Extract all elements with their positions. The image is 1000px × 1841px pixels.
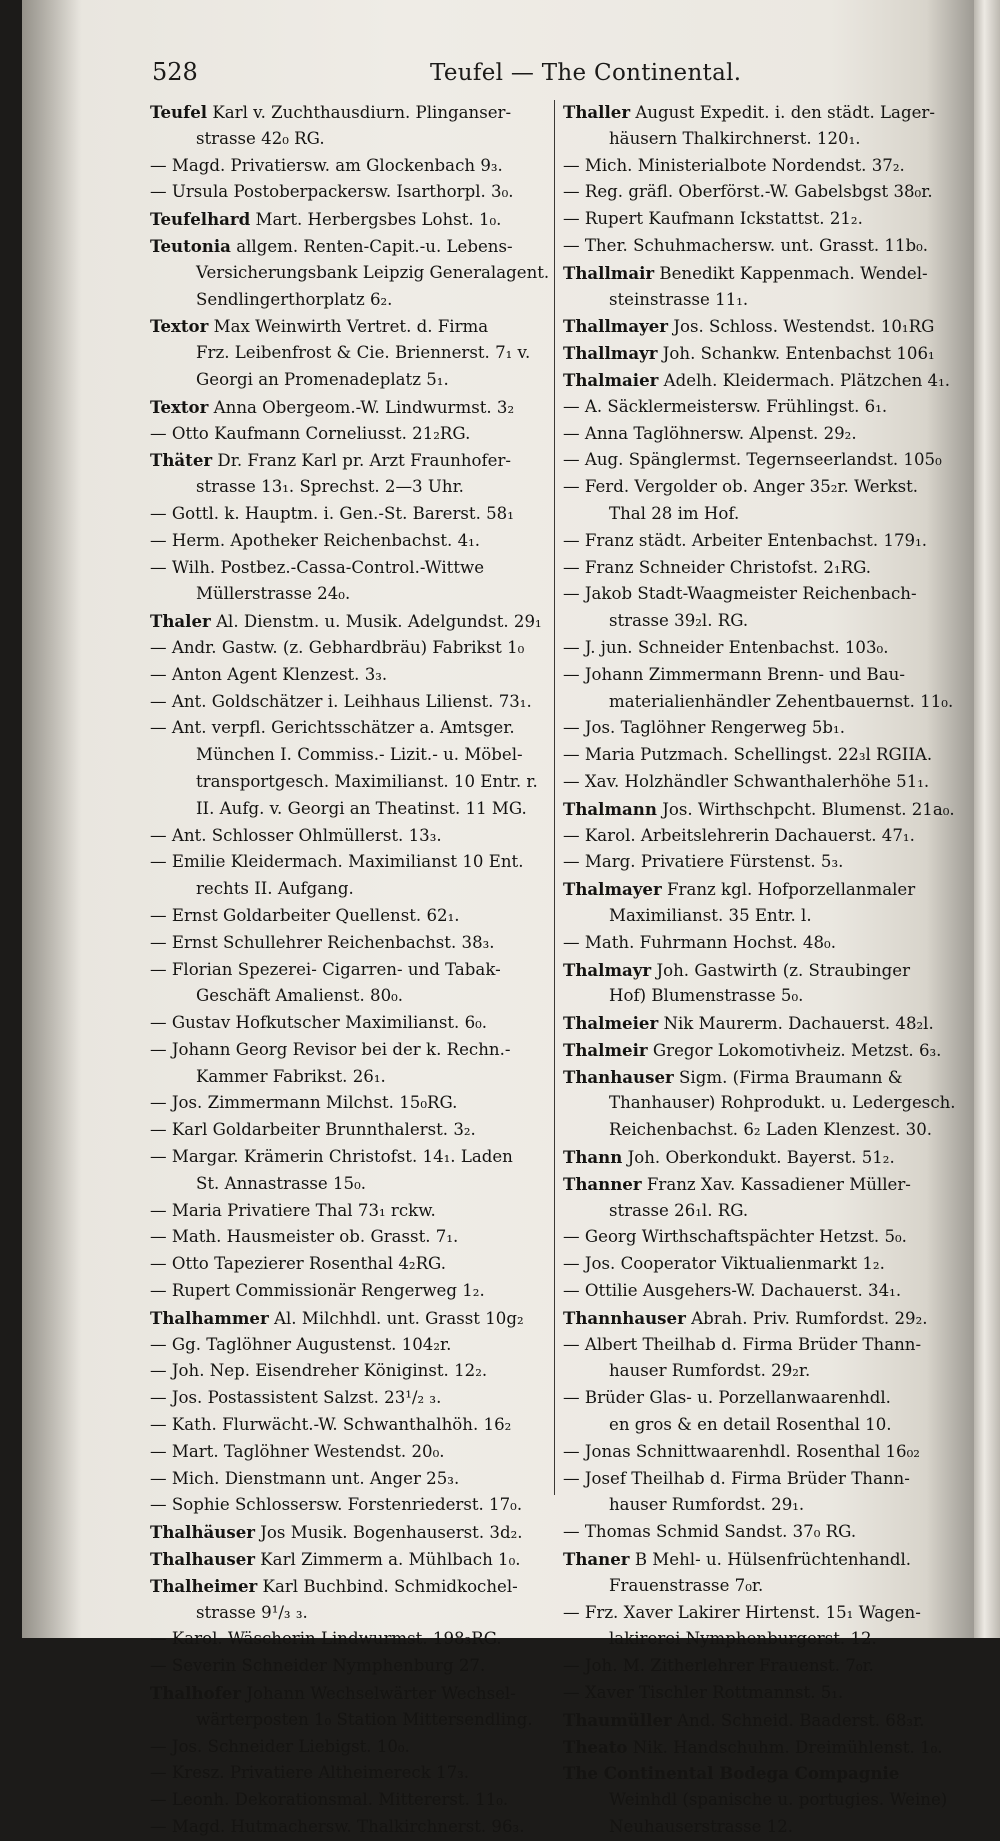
right-column: [563, 99, 959, 1841]
page-number: 528: [152, 58, 198, 86]
directory-entry-line: [150, 1278, 550, 1305]
directory-entry-line: [150, 608, 550, 635]
entry-details: B Mehl- u. Hülsenfrüchtenhandl.: [634, 1550, 912, 1570]
entry-details: — Ant. Schlosser Ohlmüllerst. 13₃.: [150, 825, 442, 845]
directory-entry-line: [150, 1734, 550, 1761]
directory-entry-line: [150, 796, 550, 823]
directory-entry-line: [563, 1090, 959, 1117]
directory-entry-line: [563, 849, 959, 876]
entry-surname: Teufelhard: [150, 209, 251, 230]
directory-entry-line: [150, 1171, 550, 1198]
entry-details: — Marg. Privatiere Fürstenst. 5₃.: [563, 852, 844, 872]
entry-surname: Thallmayer: [563, 316, 669, 337]
directory-entry-line: [150, 340, 550, 367]
entry-details: — Emilie Kleidermach. Maximilianst 10 Ent.: [150, 852, 524, 872]
directory-entry-line: [563, 1144, 959, 1171]
directory-entry-line: [563, 260, 959, 287]
entry-details: — Ernst Schullehrer Reichenbachst. 38₃.: [150, 932, 495, 952]
directory-entry-line: [563, 715, 959, 742]
directory-entry-line: [150, 501, 550, 528]
directory-entry-line: [150, 849, 550, 876]
entry-details: — Mich. Ministerialbote Nordendst. 37₂.: [563, 155, 905, 175]
directory-entry-line: [150, 1653, 550, 1680]
directory-entry-line: [563, 1037, 959, 1064]
entry-details: en gros & en detail Rosenthal 10.: [609, 1415, 892, 1435]
directory-entry-line: [150, 957, 550, 984]
directory-entry-line: [563, 233, 959, 260]
directory-entry-line: [563, 1198, 959, 1225]
directory-entry-line: [563, 528, 959, 555]
entry-details: — Jos. Postassistent Salzst. 23¹/₂ ₃.: [150, 1388, 442, 1408]
column-divider: [554, 100, 555, 1495]
entry-details: — Magd. Privatiersw. am Glockenbach 9₃.: [150, 155, 503, 175]
entry-details: Geschäft Amalienst. 80₀.: [196, 986, 404, 1006]
entry-surname: Thalmayr: [563, 959, 652, 980]
entry-details: strasse 13₁. Sprechst. 2—3 Uhr.: [196, 477, 464, 497]
directory-entry-line: [150, 206, 550, 233]
entry-details: — Karl Goldarbeiter Brunnthalerst. 3₂.: [150, 1120, 476, 1140]
directory-entry-line: [150, 1573, 550, 1600]
directory-entry-line: [563, 1734, 959, 1761]
directory-entry-line: [150, 1117, 550, 1144]
entry-details: — Franz Schneider Christofst. 2₁RG.: [563, 557, 872, 577]
directory-entry-line: [150, 1305, 550, 1332]
directory-entry-line: [150, 287, 550, 314]
entry-details: — Math. Fuhrmann Hochst. 48₀.: [563, 932, 836, 952]
entry-details: Mart. Herbergsbes Lohst. 1₀.: [255, 210, 502, 230]
directory-entry-line: [563, 313, 959, 340]
directory-entry-line: [563, 876, 959, 903]
entry-details: — Thomas Schmid Sandst. 37₀ RG.: [563, 1522, 857, 1542]
entry-details: — Franz städt. Arbeiter Entenbachst. 179₁.: [563, 530, 927, 550]
entry-surname: Thalhammer: [150, 1307, 269, 1328]
directory-entry-line: [563, 662, 959, 689]
entry-surname: Thalhofer: [150, 1683, 242, 1704]
directory-entry-line: [150, 394, 550, 421]
entry-surname: Textor: [150, 396, 209, 417]
directory-entry-line: [150, 1198, 550, 1225]
entry-details: steinstrasse 11₁.: [609, 289, 749, 309]
entry-details: — Ottilie Ausgehers-W. Dachauerst. 34₁.: [563, 1281, 902, 1301]
entry-surname: Thalmayer: [563, 879, 662, 900]
entry-details: — Johann Zimmermann Brenn- und Bau-: [563, 664, 905, 684]
entry-details: — Anna Taglöhnersw. Alpenst. 29₂.: [563, 423, 857, 443]
entry-surname: Thaner: [563, 1549, 630, 1570]
directory-entry-line: [150, 662, 550, 689]
directory-entry-line: [150, 930, 550, 957]
directory-entry-line: [563, 903, 959, 930]
directory-entry-line: [563, 1171, 959, 1198]
directory-entry-line: [563, 421, 959, 448]
entry-details: August Expedit. i. den städt. Lager-: [635, 103, 935, 122]
directory-entry-line: [563, 1600, 959, 1627]
entry-details: Nik Maurerm. Dachauerst. 48₂l.: [663, 1014, 934, 1034]
entry-details: — Otto Tapezierer Rosenthal 4₂RG.: [150, 1254, 446, 1274]
directory-entry-line: [563, 1064, 959, 1091]
entry-details: Neuhauserstrasse 12.: [609, 1817, 794, 1836]
entry-details: Adelh. Kleidermach. Plätzchen 4₁.: [663, 370, 951, 390]
entry-details: — Mich. Dienstmann unt. Anger 25₃.: [150, 1468, 460, 1488]
directory-entry-line: [150, 179, 550, 206]
entry-surname: Thalheimer: [150, 1575, 258, 1596]
directory-entry-line: [563, 796, 959, 823]
entry-details: Karl Zimmerm a. Mühlbach 1₀.: [260, 1550, 521, 1570]
directory-entry-line: [563, 1573, 959, 1600]
entry-details: — Jos. Taglöhner Rengerweg 5b₁.: [563, 718, 845, 738]
directory-entry-line: [563, 983, 959, 1010]
entry-details: II. Aufg. v. Georgi an Theatinst. 11 MG.: [196, 798, 527, 818]
directory-entry-line: [150, 447, 550, 474]
directory-entry-line: [150, 1090, 550, 1117]
gutter-shadow: [22, 0, 82, 1638]
directory-entry-line: [150, 1332, 550, 1359]
directory-entry-line: [150, 1010, 550, 1037]
entry-details: — Kresz. Privatiere Altheimereck 17₃.: [150, 1763, 470, 1783]
entry-details: — Wilh. Postbez.-Cassa-Control.-Wittwe: [150, 557, 485, 577]
entry-details: Reichenbachst. 6₂ Laden Klenzest. 30.: [609, 1120, 933, 1140]
directory-entry-line: [150, 1037, 550, 1064]
directory-entry-line: [563, 608, 959, 635]
entry-surname: Thaumüller: [563, 1709, 672, 1730]
entry-details: — Math. Hausmeister ob. Grasst. 7₁.: [150, 1227, 459, 1247]
entry-surname: Thalhäuser: [150, 1522, 255, 1543]
entry-details: Maximilianst. 35 Entr. l.: [609, 905, 812, 925]
entry-details: strasse 39₂l. RG.: [609, 611, 749, 631]
entry-surname: Theato: [563, 1736, 628, 1757]
entry-details: Max Weinwirth Vertret. d. Firma: [213, 317, 489, 337]
directory-entry-line: [563, 1787, 959, 1814]
directory-entry-line: [563, 99, 959, 126]
entry-details: Frauenstrasse 7₀r.: [609, 1575, 764, 1595]
directory-entry-line: [150, 474, 550, 501]
entry-details: Hof) Blumenstrasse 5₀.: [609, 986, 804, 1006]
entry-details: — Johann Georg Revisor bei der k. Rechn.-: [150, 1039, 511, 1059]
entry-surname: Thalmann: [563, 798, 657, 819]
entry-details: Kammer Fabrikst. 26₁.: [196, 1066, 386, 1086]
entry-details: Anna Obergeom.-W. Lindwurmst. 3₂: [213, 397, 515, 417]
entry-surname: Thäter: [150, 450, 213, 471]
entry-details: — Albert Theilhab d. Firma Brüder Thann-: [563, 1334, 922, 1354]
directory-entry-line: [150, 635, 550, 662]
entry-details: Müllerstrasse 24₀.: [196, 584, 351, 604]
entry-surname: Thalmaier: [563, 369, 659, 390]
directory-entry-line: [563, 1385, 959, 1412]
entry-details: Frz. Leibenfrost & Cie. Briennerst. 7₁ v.: [196, 343, 531, 363]
entry-details: — Andr. Gastw. (z. Gebhardbräu) Fabrikst 1₀: [150, 637, 525, 657]
entry-details: — Herm. Apotheker Reichenbachst. 4₁.: [150, 530, 481, 550]
entry-details: — Mart. Taglöhner Westendst. 20₀.: [150, 1441, 445, 1461]
directory-entry-line: [563, 742, 959, 769]
directory-entry-line: [563, 179, 959, 206]
entry-details: Benedikt Kappenmach. Wendel-: [659, 263, 928, 283]
running-head: Teufel — The Continental.: [430, 60, 742, 86]
directory-entry-line: [563, 1278, 959, 1305]
directory-entry-line: [150, 742, 550, 769]
entry-details: — Rupert Commissionär Rengerweg 1₂.: [150, 1281, 485, 1301]
entry-details: — Maria Privatiere Thal 73₁ rckw.: [150, 1200, 436, 1220]
entry-details: Dr. Franz Karl pr. Arzt Fraunhofer-: [217, 451, 512, 471]
entry-details: — Margar. Krämerin Christofst. 14₁. Laden: [150, 1147, 513, 1167]
directory-entry-line: [150, 823, 550, 850]
directory-entry-line: [563, 1626, 959, 1653]
directory-entry-line: [150, 555, 550, 582]
entry-details: — Joh. M. Zitherlehrer Frauenst. 7₀r.: [563, 1656, 874, 1676]
directory-entry-line: [150, 1385, 550, 1412]
directory-entry-line: [150, 421, 550, 448]
directory-entry-line: [150, 1064, 550, 1091]
directory-entry-line: [150, 689, 550, 716]
directory-entry-line: [563, 1519, 959, 1546]
entry-details: — Florian Spezerei- Cigarren- und Tabak-: [150, 959, 501, 979]
directory-entry-line: [150, 903, 550, 930]
directory-entry-line: [563, 1305, 959, 1332]
page-edge: [974, 0, 1000, 1638]
entry-surname: Thanhauser: [563, 1066, 674, 1087]
directory-entry-line: [150, 1251, 550, 1278]
entry-details: Sendlingerthorplatz 6₂.: [196, 289, 393, 309]
entry-surname: The Continental Bodega Compagnie: [563, 1763, 900, 1784]
entry-details: Weinhdl (spanische u. portugies. Weine): [609, 1790, 948, 1810]
directory-entry-line: [563, 1760, 959, 1787]
entry-details: — Karol. Arbeitslehrerin Dachauerst. 47₁.: [563, 825, 915, 845]
left-column: [150, 99, 550, 1841]
entry-details: — Aug. Spänglermst. Tegernseerlandst. 105₀: [563, 450, 942, 470]
entry-details: — Gustav Hofkutscher Maximilianst. 6₀.: [150, 1013, 488, 1033]
directory-entry-line: [563, 1358, 959, 1385]
directory-entry-line: [150, 1680, 550, 1707]
directory-entry-line: [150, 313, 550, 340]
entry-details: häusern Thalkirchnerst. 120₁.: [609, 128, 861, 148]
directory-entry-line: [150, 126, 550, 153]
entry-details: — Jos. Zimmermann Milchst. 15₀RG.: [150, 1093, 458, 1113]
entry-surname: Textor: [150, 316, 209, 337]
directory-entry-line: [150, 1787, 550, 1814]
entry-details: — Rupert Kaufmann Ickstattst. 21₂.: [563, 209, 863, 229]
entry-details: St. Annastrasse 15₀.: [196, 1173, 367, 1193]
directory-entry-line: [150, 1358, 550, 1385]
entry-details: Jos. Wirthschpcht. Blumenst. 21a₀.: [662, 799, 955, 819]
directory-entry-line: [150, 581, 550, 608]
entry-details: — Reg. gräfl. Oberförst.-W. Gabelsbgst 38₀r.: [563, 182, 933, 202]
entry-details: — Anton Agent Klenzest. 3₃.: [150, 664, 388, 684]
entry-details: Gregor Lokomotivheiz. Metzst. 6₃.: [652, 1040, 942, 1060]
entry-details: — Ernst Goldarbeiter Quellenst. 62₁.: [150, 905, 460, 925]
entry-details: — Severin Schneider Nymphenburg 27.: [150, 1656, 486, 1676]
directory-entry-line: [150, 1546, 550, 1573]
entry-details: — Georg Wirthschaftspächter Hetzst. 5₀.: [563, 1227, 907, 1247]
entry-details: — Kath. Flurwächt.-W. Schwanthalhöh. 16₂: [150, 1415, 512, 1435]
directory-entry-line: [563, 769, 959, 796]
entry-details: — Ant. verpfl. Gerichtsschätzer a. Amtsger.: [150, 718, 515, 738]
entry-details: Joh. Oberkondukt. Bayerst. 51₂.: [627, 1148, 895, 1168]
entry-details: — Ant. Goldschätzer i. Leihhaus Lilienst. 73₁.: [150, 691, 532, 711]
entry-surname: Thallmayr: [563, 343, 658, 364]
entry-details: Karl Buchbind. Schmidkochel-: [262, 1576, 518, 1596]
entry-details: rechts II. Aufgang.: [196, 879, 354, 899]
entry-surname: Thalhauser: [150, 1549, 255, 1570]
directory-entry-line: [563, 1653, 959, 1680]
entry-surname: Thaler: [150, 611, 211, 632]
entry-details: — Xaver Tischler Rottmannst. 5₁.: [563, 1683, 844, 1703]
entry-details: wärterposten 1₀ Station Mittersendling.: [196, 1709, 533, 1729]
directory-entry-line: [150, 1519, 550, 1546]
entry-details: — Jakob Stadt-Waagmeister Reichenbach-: [563, 584, 917, 604]
directory-entry-line: [563, 287, 959, 314]
entry-details: — J. jun. Schneider Entenbachst. 103₀.: [563, 637, 889, 657]
directory-entry-line: [150, 1707, 550, 1734]
directory-entry-line: [150, 769, 550, 796]
entry-details: Al. Milchhdl. unt. Grasst 10g₂: [273, 1308, 524, 1328]
entry-details: — Josef Theilhab d. Firma Brüder Thann-: [563, 1468, 910, 1488]
directory-entry-line: [150, 1224, 550, 1251]
directory-entry-line: [563, 501, 959, 528]
directory-entry-line: [563, 1332, 959, 1359]
entry-details: — Sophie Schlossersw. Forstenriederst. 17₀.: [150, 1495, 523, 1515]
entry-surname: Thallmair: [563, 262, 655, 283]
directory-entry-line: [563, 447, 959, 474]
entry-details: München I. Commiss.- Lizit.- u. Möbel-: [196, 745, 523, 765]
entry-details: Joh. Schankw. Entenbachst 106₁: [662, 344, 935, 364]
directory-entry-line: [563, 1680, 959, 1707]
directory-entry-line: [150, 1439, 550, 1466]
entry-surname: Thanner: [563, 1173, 642, 1194]
directory-entry-line: [563, 474, 959, 501]
directory-entry-line: [563, 153, 959, 180]
directory-entry-line: [150, 233, 550, 260]
directory-entry-line: [150, 1626, 550, 1653]
entry-details: — Otto Kaufmann Corneliusst. 21₂RG.: [150, 423, 471, 443]
directory-entry-line: [150, 367, 550, 394]
entry-details: Al. Dienstm. u. Musik. Adelgundst. 29₁: [216, 612, 542, 632]
entry-details: — Jonas Schnittwaarenhdl. Rosenthal 16₀₂: [563, 1441, 920, 1461]
entry-details: — Jos. Cooperator Viktualienmarkt 1₂.: [563, 1254, 885, 1274]
directory-entry-line: [563, 1224, 959, 1251]
entry-details: — Jos. Schneider Liebigst. 10₀.: [150, 1736, 410, 1756]
entry-details: Nik. Handschuhm. Dreimühlenst. 1₀.: [632, 1737, 943, 1757]
entry-surname: Teutonia: [150, 235, 231, 256]
directory-entry-line: [563, 823, 959, 850]
entry-details: Thal 28 im Hof.: [609, 503, 740, 523]
directory-entry-line: [563, 1546, 959, 1573]
directory-entry-line: [150, 153, 550, 180]
directory-entry-line: [563, 1117, 959, 1144]
directory-entry-line: [150, 1600, 550, 1627]
entry-details: Georgi an Promenadeplatz 5₁.: [196, 369, 449, 389]
entry-details: — Gg. Taglöhner Augustenst. 104₂r.: [150, 1334, 452, 1354]
entry-details: — A. Säcklermeistersw. Frühlingst. 6₁.: [563, 396, 888, 416]
entry-details: strasse 42₀ RG.: [196, 128, 325, 148]
entry-details: — Joh. Nep. Eisendreher Königinst. 12₂.: [150, 1361, 488, 1381]
entry-surname: Thalmeir: [563, 1039, 648, 1060]
entry-details: Johann Wechselwärter Wechsel-: [246, 1684, 516, 1704]
directory-entry-line: [150, 715, 550, 742]
directory-entry-line: [563, 340, 959, 367]
entry-details: Franz kgl. Hofporzellanmaler: [667, 880, 916, 900]
directory-entry-line: [150, 1144, 550, 1171]
directory-entry-line: [563, 1814, 959, 1841]
directory-entry-line: [150, 876, 550, 903]
entry-details: Thanhauser) Rohprodukt. u. Ledergesch.: [609, 1093, 956, 1113]
directory-entry-line: [563, 957, 959, 984]
directory-entry-line: [563, 206, 959, 233]
directory-entry-line: [150, 983, 550, 1010]
entry-details: And. Schneid. Baaderst. 68₃r.: [677, 1710, 925, 1730]
entry-details: — Karol. Wäscherin Lindwurmst. 198₃RG.: [150, 1629, 502, 1649]
entry-details: Joh. Gastwirth (z. Straubinger: [656, 960, 911, 980]
directory-entry-line: [563, 1010, 959, 1037]
entry-details: — Gottl. k. Hauptm. i. Gen.-St. Barerst. 58₁: [150, 503, 514, 523]
entry-details: — Leonh. Dekorationsmal. Mittererst. 11₀.: [150, 1790, 509, 1810]
directory-entry-line: [563, 1251, 959, 1278]
entry-details: — Frz. Xaver Lakirer Hirtenst. 15₁ Wagen-: [563, 1602, 921, 1622]
directory-entry-line: [150, 1492, 550, 1519]
entry-surname: Teufel: [150, 102, 208, 122]
entry-details: Jos. Schloss. Westendst. 10₁RG: [673, 317, 935, 337]
directory-entry-line: [150, 99, 550, 126]
directory-entry-line: [563, 1439, 959, 1466]
entry-surname: Thaller: [563, 102, 631, 122]
entry-surname: Thannhauser: [563, 1307, 686, 1328]
directory-entry-line: [563, 394, 959, 421]
directory-entry-line: [150, 260, 550, 287]
directory-entry-line: [563, 1412, 959, 1439]
directory-entry-line: [563, 930, 959, 957]
directory-entry-line: [150, 1412, 550, 1439]
entry-details: — Ther. Schuhmachersw. unt. Grasst. 11b₀.: [563, 235, 929, 255]
entry-details: — Xav. Holzhändler Schwanthalerhöhe 51₁.: [563, 771, 930, 791]
entry-surname: Thalmeier: [563, 1013, 659, 1034]
entry-details: Jos Musik. Bogenhauserst. 3d₂.: [260, 1523, 523, 1543]
entry-details: Versicherungsbank Leipzig Generalagent.: [196, 262, 550, 282]
entry-details: strasse 26₁l. RG.: [609, 1200, 749, 1220]
entry-details: — Ursula Postoberpackersw. Isarthorpl. 3₀.: [150, 182, 514, 202]
entry-details: hauser Rumfordst. 29₁.: [609, 1495, 805, 1515]
entry-details: — Maria Putzmach. Schellingst. 22₃l RGIIA.: [563, 745, 933, 765]
entry-details: allgem. Renten-Capit.-u. Lebens-: [236, 236, 513, 256]
directory-entry-line: [563, 635, 959, 662]
directory-entry-line: [563, 555, 959, 582]
directory-entry-line: [150, 528, 550, 555]
directory-entry-line: [563, 1707, 959, 1734]
entry-details: hauser Rumfordst. 29₂r.: [609, 1361, 811, 1381]
entry-details: materialienhändler Zehentbauernst. 11₀.: [609, 691, 954, 711]
directory-entry-line: [563, 1466, 959, 1493]
directory-entry-line: [563, 1492, 959, 1519]
directory-entry-line: [150, 1814, 550, 1841]
entry-details: Abrah. Priv. Rumfordst. 29₂.: [691, 1308, 928, 1328]
entry-details: lakirerei Nymphenburgerst. 12.: [609, 1629, 877, 1649]
directory-entry-line: [563, 126, 959, 153]
entry-details: Sigm. (Firma Braumann &: [679, 1067, 903, 1087]
entry-details: Karl v. Zuchthausdiurn. Plinganser-: [212, 103, 512, 122]
directory-entry-line: [150, 1760, 550, 1787]
directory-entry-line: [563, 367, 959, 394]
entry-details: Franz Xav. Kassadiener Müller-: [646, 1174, 911, 1194]
entry-details: transportgesch. Maximilianst. 10 Entr. r.: [196, 771, 538, 791]
directory-entry-line: [563, 689, 959, 716]
entry-details: strasse 9¹/₃ ₃.: [196, 1602, 308, 1622]
entry-details: — Ferd. Vergolder ob. Anger 35₂r. Werkst.: [563, 477, 919, 497]
entry-surname: Thann: [563, 1147, 623, 1168]
directory-entry-line: [150, 1466, 550, 1493]
entry-details: — Brüder Glas- u. Porzellanwaarenhdl.: [563, 1388, 891, 1408]
directory-entry-line: [563, 581, 959, 608]
entry-details: — Magd. Hutmachersw. Thalkirchnerst. 96₃.: [150, 1817, 525, 1836]
